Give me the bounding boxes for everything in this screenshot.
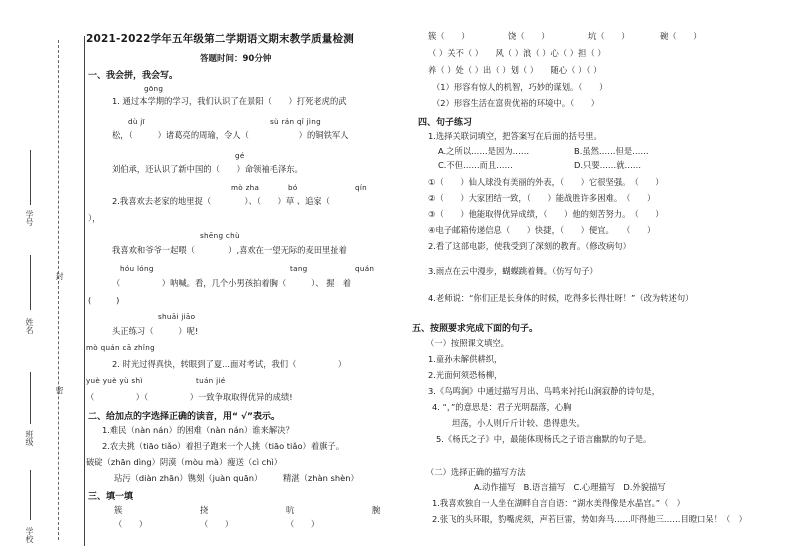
s3-char: 腕 xyxy=(372,505,381,515)
pinyin: yuè yuè yù shì xyxy=(86,376,143,385)
s3-char: 挠 xyxy=(200,505,209,515)
binding-label-student-id: 学号 xyxy=(25,210,34,226)
q1-line-3: 刘伯承，还认识了新中国的（ ）命领袖毛泽东。 xyxy=(112,164,303,174)
q2-line-1: 2.我喜欢去老家的地里捉（ ）、（ ）草 、追家（ xyxy=(112,196,347,206)
s3-char: 吭 xyxy=(286,505,295,515)
pinyin: tuán jié xyxy=(196,376,226,385)
binding-blank-student-id xyxy=(30,150,31,205)
q2-line-6: 头正练习（ ）呢! xyxy=(112,326,199,336)
q3-line-2: （ ）（ ）一致争取取得优异的成绩! xyxy=(86,392,293,402)
pinyin: gé xyxy=(235,151,245,160)
s4-item-2: ②（ ）大家团结一致，（ ）能战胜许多困难。 （ ） xyxy=(428,193,656,203)
s4-item-4: ④电子邮箱传递信息（ ）快捷，（ ）便宜。 （ ） xyxy=(428,225,656,235)
pinyin: shuāi jiāo xyxy=(158,312,196,321)
pinyin: gōng xyxy=(144,84,164,93)
q2-line-3: 我喜欢和爷爷一起喂（ ）,喜欢在一望无际的麦田里扯着 xyxy=(112,245,347,255)
pinyin: qín xyxy=(355,183,368,192)
pinyin: quán xyxy=(355,264,375,273)
s3-paren: （ ） xyxy=(200,519,234,529)
exam-title: 2021-2022学年五年级第二学期语文期末教学质量检测 xyxy=(86,33,354,45)
s4-q2: 2.看了这部电影，使我受到了深刻的教育。（修改病句） xyxy=(428,241,631,251)
section-4-heading: 四、句子练习 xyxy=(418,118,473,128)
s4-q4: 4.老师说：“你们正是长身体的时候，吃得多长得壮呀！”（改为转述句） xyxy=(428,293,694,303)
s3-paren: （ ） xyxy=(286,519,320,529)
s5-desc-2: 2.张飞的头环眼，豹嘴虎须，声若巨雷，势如奔马……吓得他三……目瞪口呆！（ ） xyxy=(432,514,747,524)
s5-part-2: （二）选择正确的描写方法 xyxy=(426,467,526,477)
binding-label-name: 姓名 xyxy=(25,318,34,334)
r-char-4: 碗（ ） xyxy=(660,31,702,41)
s3-char: 簇 xyxy=(114,505,123,515)
s2-item-1: 1.难民（nàn nán）的困难（nàn nán）谁来解决？ xyxy=(102,425,294,435)
s5-item-5: 5.《杨氏之子》中，最能体现杨氏之子语言幽默的句子是。 xyxy=(436,434,652,444)
binding-blank-school xyxy=(30,470,31,520)
idiom-row-2: 养（ ）处（ ）出（ ）划（ ） 随心（ ）（ ） xyxy=(428,65,602,75)
s4-q1: 1.选择关联词填空，把答案写在后面的括号里。 xyxy=(428,131,602,141)
binding-blank-name xyxy=(30,255,31,310)
idiom-row-1: （ ）关不（ ） 风（ ）浪（ ）心（ ）担（ ） xyxy=(428,48,606,58)
section-5-heading: 五、按照要求完成下面的句子。 xyxy=(412,324,539,334)
q2-line-4: （ ）呐喊。看，几个小男孩拍着胸（ ）、 握 着 xyxy=(112,278,352,288)
binding-dashed-line xyxy=(58,40,59,540)
s4-opt-d: D.只要……就…… xyxy=(574,160,642,170)
exam-time: 答题时间：90分钟 xyxy=(200,54,272,64)
pinyin: bó xyxy=(288,183,298,192)
s5-item-2: 2.光面何须恐杨柳， xyxy=(428,370,503,380)
pinyin: mò zha xyxy=(231,183,260,192)
section-3-heading: 三、填一填 xyxy=(88,492,134,502)
s2-item-3: 破碇（zhān dìng）阴漠（mòu mà）瘦送（cì chì） xyxy=(86,457,283,467)
s4-opt-a: A.之所以……是因为…… xyxy=(438,146,530,156)
s4-opt-b: B.虽然……但是…… xyxy=(574,146,649,156)
binding-label-school: 学校 xyxy=(25,527,34,543)
q1-line-2: 松，（ ）诸葛亮的周瑜，令人（ ）的铜铁军人 xyxy=(112,130,349,140)
s2-item-4: 玷污（diàn zhān）镌刻（juàn quān） 精湛（zhàn shèn） xyxy=(114,473,359,483)
r-char-2: 饶（ ） xyxy=(508,31,550,41)
binding-label-class: 班级 xyxy=(25,430,34,446)
r-char-1: 簇（ ） xyxy=(428,31,470,41)
s3-paren: （ ） xyxy=(114,519,148,529)
s4-item-1: ①（ ）仙人球没有美丽的外表，（ ）它很坚强。 （ ） xyxy=(428,177,664,187)
section-2-heading: 二、给加点的字选择正确的读音，用“ √”表示。 xyxy=(88,412,280,422)
q1-line-1: 1. 通过本学期的学习，我们认识了在景阳（ ）打死老虎的武 xyxy=(112,96,347,106)
s4-q3: 3.雨点在云中漫步，蝴蝶跳着舞。（仿写句子） xyxy=(428,266,598,276)
binding-blank-class xyxy=(30,372,31,424)
pinyin: sù rán qǐ jìng xyxy=(270,117,321,126)
pinyin: mò quán cā zhǐng xyxy=(86,343,155,352)
idiom-def-1: （1）形容有惊人的机智，巧妙的谋划。（ ） xyxy=(432,82,608,92)
s5-item-3: 3.《鸟鸣涧》中通过描写月出、鸟鸣来衬托山涧寂静的诗句是， xyxy=(428,386,660,396)
s5-item-4: 4. “，”的意思是：君子光明磊落，心胸 xyxy=(432,402,572,412)
pinyin: tang xyxy=(290,264,308,273)
s4-opt-c: C.不但……而且…… xyxy=(438,160,513,170)
margin-rule xyxy=(84,36,85,546)
binding-label-seal: 封 xyxy=(55,272,64,280)
s5-options: A.动作描写 B.语言描写 C.心理描写 D.外貌描写 xyxy=(474,482,666,492)
pinyin: hóu lóng xyxy=(120,264,154,273)
pinyin: dù jī xyxy=(128,117,145,126)
s2-item-2: 2.农夫挑（tiāo tiǎo）着担子跑来一个人挑（tiāo tiǎo）着旗子。 xyxy=(102,441,345,451)
s5-item-1: 1.童孙未解供耕织， xyxy=(428,354,503,364)
pinyin: shēng chù xyxy=(200,231,240,240)
binding-label-secret: 密 xyxy=(55,386,64,394)
q2-line-2: ）， xyxy=(88,213,101,223)
q3-line-1: 2. 时光过得真快，转眼到了夏...面对考试，我们（ ） xyxy=(112,359,347,369)
q2-line-5: ( ) xyxy=(88,295,120,305)
r-char-3: 坑（ ） xyxy=(588,31,630,41)
s5-item-4b: 坦荡，小人则斤斤计较、患得患失。 xyxy=(452,418,585,428)
s5-desc-1: 1.我喜欢独自一人坐在湖畔自言自语：“湖水美得像是水晶宫。”（ ） xyxy=(432,498,685,508)
section-1-heading: 一、我会拼，我会写。 xyxy=(88,71,179,81)
s4-item-3: ③（ ）他能取得优异成绩，（ ）他的刻苦努力。 （ ） xyxy=(428,209,664,219)
idiom-def-2: （2）形容生活在富贵优裕的环境中。（ ） xyxy=(432,98,600,108)
s5-part-1: （一）按照课文填空。 xyxy=(426,338,509,348)
